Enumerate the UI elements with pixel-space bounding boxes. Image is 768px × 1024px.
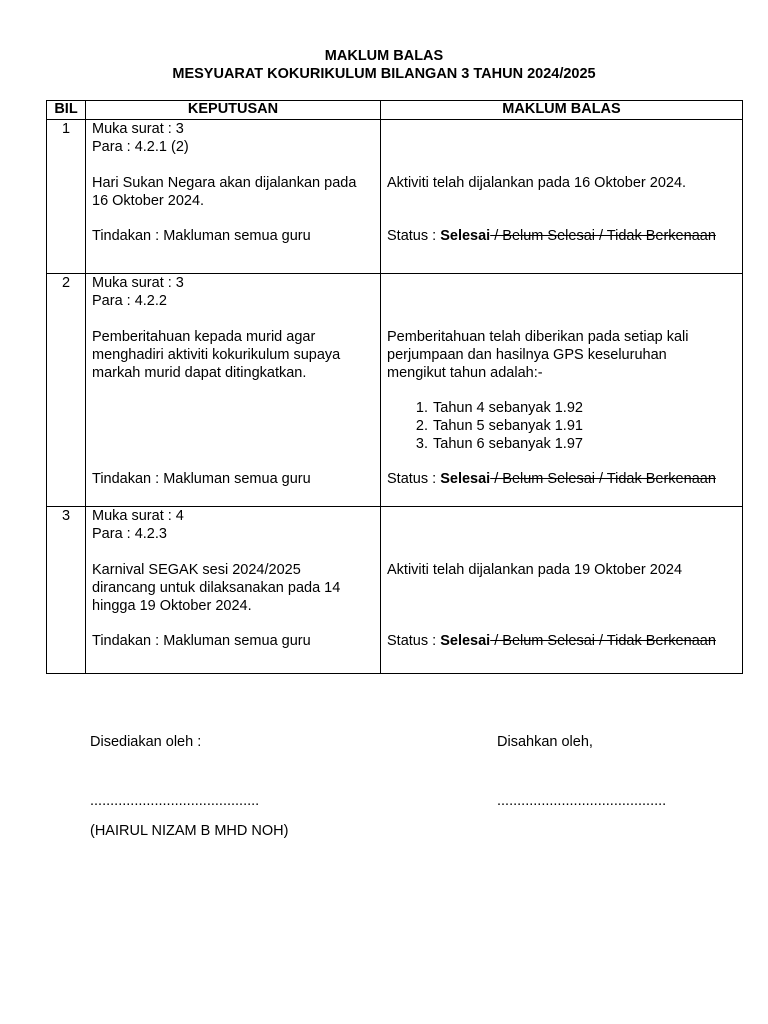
list-item: 3. Tahun 6 sebanyak 1.97 [432,435,738,453]
status-label: Status : [387,471,441,487]
keputusan-cell [86,507,381,674]
prepared-by-signature-line: .......................................... [90,793,260,809]
maklum-balas-cell [381,274,743,507]
gps-list [387,399,738,453]
status-line [387,227,738,245]
row-number: 3 [47,507,86,674]
status-struck-options: / Belum Selesai / Tidak Berkenaan [490,633,716,649]
action-text: Tindakan : Makluman semua guru [92,228,311,244]
status-label: Status : [387,633,441,649]
page-reference: Muka surat : 3 [92,121,184,137]
feedback-text: Aktiviti telah dijalankan pada 16 Oktober 2024. [387,175,687,191]
page-reference: Muka surat : 3 [92,275,184,291]
table-row [47,507,743,674]
row-number: 2 [47,274,86,507]
approved-by-signature-line: .......................................... [497,793,667,809]
feedback-table [46,100,743,674]
document-subtitle: MESYUARAT KOKURIKULUM BILANGAN 3 TAHUN 2024/2025 [172,66,596,82]
prepared-by-label: Disediakan oleh : [90,734,202,750]
paragraph-reference: Para : 4.2.3 [92,526,167,542]
action-text: Tindakan : Makluman semua guru [92,633,311,649]
maklum-balas-cell [381,120,743,274]
table-header-row [47,101,743,120]
table-row [47,274,743,507]
status-selected: Selesai [440,633,491,649]
prepared-by-name: (HAIRUL NIZAM B MHD NOH) [90,823,289,839]
list-item: 2. Tahun 5 sebanyak 1.91 [432,417,738,435]
page-reference: Muka surat : 4 [92,508,184,524]
list-item: 1. Tahun 4 sebanyak 1.92 [432,399,738,417]
keputusan-cell [86,274,381,507]
status-line [387,470,738,488]
status-struck-options: / Belum Selesai / Tidak Berkenaan [490,471,716,487]
row-number: 1 [47,120,86,274]
keputusan-cell [86,120,381,274]
status-label: Status : [387,228,441,244]
feedback-text: Aktiviti telah dijalankan pada 19 Oktober 2024 [387,562,683,578]
decision-text: Hari Sukan Negara akan dijalankan pada 16 Oktober 2024. [92,175,357,209]
status-struck-options: / Belum Selesai / Tidak Berkenaan [490,228,716,244]
table-row [47,120,743,274]
column-header-maklum-balas: MAKLUM BALAS [381,101,743,120]
approved-by-label: Disahkan oleh, [497,734,593,750]
paragraph-reference: Para : 4.2.2 [92,293,167,309]
column-header-keputusan: KEPUTUSAN [86,101,381,120]
action-text: Tindakan : Makluman semua guru [92,471,311,487]
feedback-text: Pemberitahuan telah diberikan pada setiap kali perjumpaan dan hasilnya GPS keseluruhan mengikut tahun adalah:- [387,329,689,381]
status-selected: Selesai [440,228,491,244]
maklum-balas-cell [381,507,743,674]
document-title: MAKLUM BALAS [324,48,444,64]
paragraph-reference: Para : 4.2.1 (2) [92,139,189,155]
status-selected: Selesai [440,471,491,487]
decision-text: Karnival SEGAK sesi 2024/2025 dirancang untuk dilaksanakan pada 14 hingga 19 Oktober 2024. [92,562,341,614]
status-line [387,632,738,650]
decision-text: Pemberitahuan kepada murid agar menghadiri aktiviti kokurikulum supaya markah murid dapat ditingkatkan. [92,329,341,381]
column-header-bil: BIL [47,101,86,120]
